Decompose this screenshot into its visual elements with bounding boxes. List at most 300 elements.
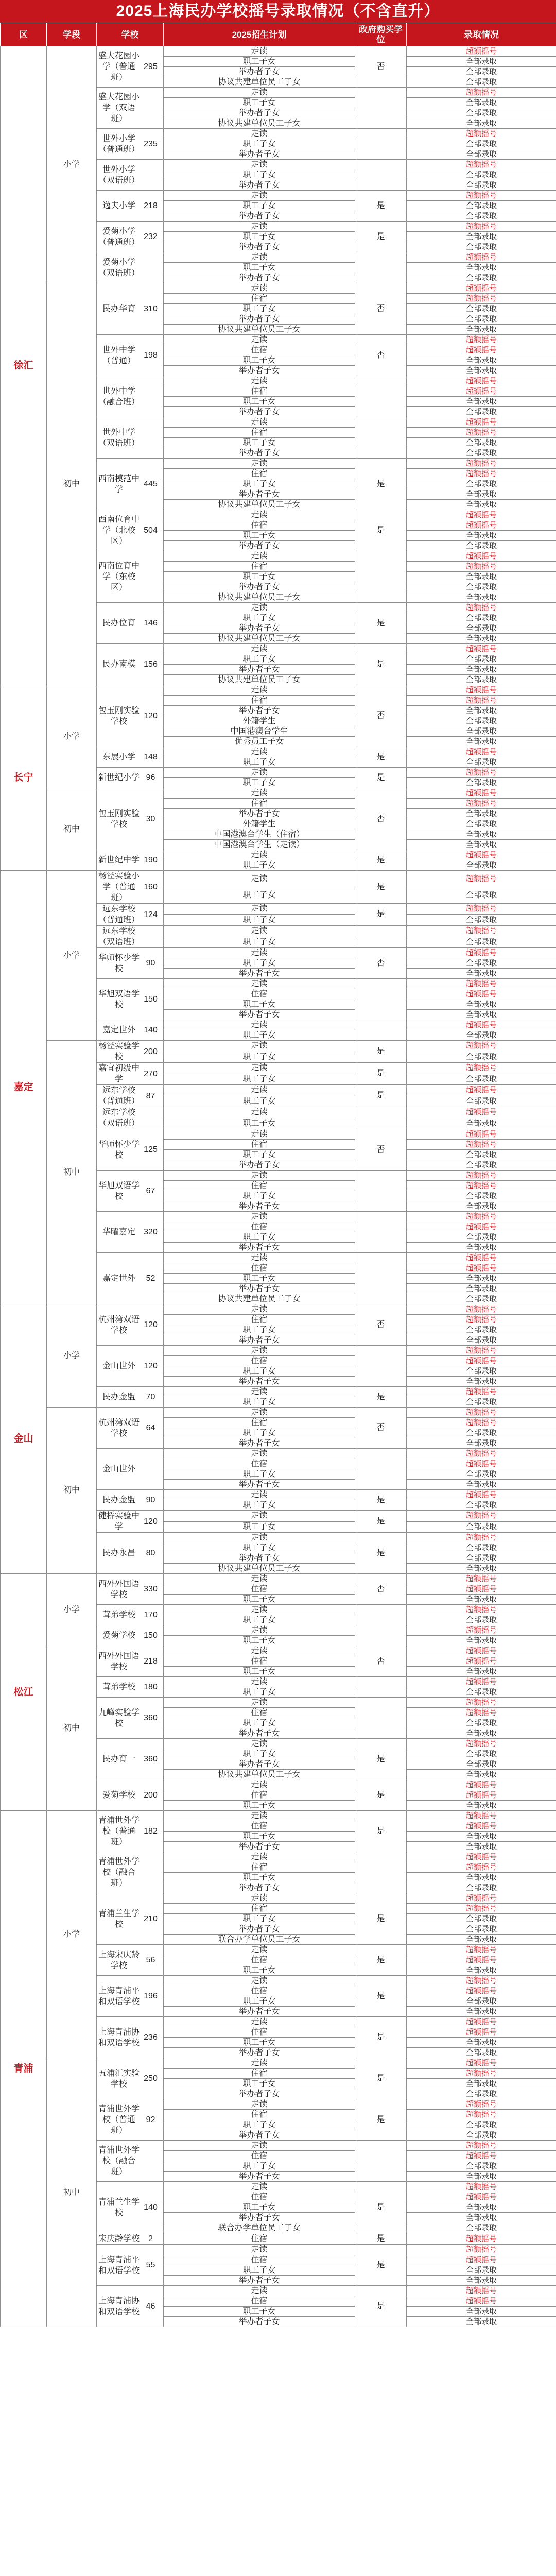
plan-count: 124 xyxy=(144,910,158,919)
school-name: 西南位育中学（北校区） xyxy=(98,515,140,546)
table-row xyxy=(1,2058,556,2069)
gov-purchase-cell: 是 xyxy=(355,2058,407,2099)
plan-category-cell: 职工子女 xyxy=(164,2265,355,2276)
school-name: 金山世外 xyxy=(102,1362,135,1370)
result-cell: 全部录取 xyxy=(407,1543,556,1553)
result-cell: 全部录取 xyxy=(407,2089,556,2099)
school-name: 金山世外 xyxy=(102,1465,135,1473)
result-cell: 超额摇号 xyxy=(407,1304,556,1315)
table-row xyxy=(1,1041,556,1052)
plan-count: 64 xyxy=(146,1423,155,1432)
school-name-cell xyxy=(97,1646,164,1677)
result-cell: 全部录取 xyxy=(407,1636,556,1646)
plan-category-cell: 举办者子女 xyxy=(164,665,355,675)
school-name: 西南模范中学 xyxy=(98,474,140,494)
result-cell: 全部录取 xyxy=(407,1377,556,1387)
plan-category-cell: 住宿 xyxy=(164,469,355,479)
plan-count: 295 xyxy=(144,62,158,71)
plan-category-cell: 中国港澳台学生（住宿） xyxy=(164,829,355,840)
plan-count: 92 xyxy=(146,2115,155,2124)
school-name: 青浦兰生学校 xyxy=(98,2197,140,2217)
school-name-cell xyxy=(97,1852,164,1893)
result-cell: 全部录取 xyxy=(407,67,556,77)
result-cell: 全部录取 xyxy=(407,211,556,222)
plan-category-cell: 住宿 xyxy=(164,1356,355,1366)
plan-category-cell: 职工子女 xyxy=(164,1397,355,1408)
plan-category-cell: 住宿 xyxy=(164,1790,355,1801)
school-name-cell xyxy=(97,850,164,871)
plan-category-cell: 走读 xyxy=(164,1408,355,1418)
result-cell: 全部录取 xyxy=(407,355,556,366)
plan-category-cell: 协议共建单位员工子女 xyxy=(164,592,355,603)
plan-category-cell: 举办者子女 xyxy=(164,2317,355,2327)
result-cell: 超额摇号 xyxy=(407,1574,556,1584)
school-name-cell xyxy=(97,2182,164,2233)
plan-category-cell: 走读 xyxy=(164,1811,355,1821)
school-name-cell xyxy=(97,1107,164,1129)
plan-count: 96 xyxy=(146,773,155,782)
gov-purchase-cell: 是 xyxy=(355,191,407,222)
result-cell: 全部录取 xyxy=(407,325,556,335)
result-cell: 全部录取 xyxy=(407,840,556,850)
plan-count: 504 xyxy=(144,526,158,535)
school-name: 爱菊小学（普通班） xyxy=(98,227,140,247)
gov-purchase-cell xyxy=(355,979,407,1020)
gov-purchase-cell: 是 xyxy=(355,1976,407,2017)
result-cell: 全部录取 xyxy=(407,448,556,459)
result-cell: 超额摇号 xyxy=(407,644,556,654)
plan-category-cell: 职工子女 xyxy=(164,57,355,67)
school-name: 上海青浦平和双语学校 xyxy=(98,1986,140,2006)
plan-category-cell: 举办者子女 xyxy=(164,1553,355,1564)
school-name-cell xyxy=(97,2058,164,2099)
result-cell: 超额摇号 xyxy=(407,926,556,937)
result-cell: 全部录取 xyxy=(407,1687,556,1698)
result-cell: 全部录取 xyxy=(407,592,556,603)
result-cell: 全部录取 xyxy=(407,1965,556,1976)
plan-category-cell: 职工子女 xyxy=(164,1996,355,2007)
school-name-cell xyxy=(97,1976,164,2017)
result-cell: 超额摇号 xyxy=(407,1852,556,1862)
result-cell: 全部录取 xyxy=(407,2172,556,2182)
plan-count: 445 xyxy=(144,480,158,488)
header-district: 区 xyxy=(1,23,47,46)
school-name-cell xyxy=(97,1253,164,1304)
result-cell: 超额摇号 xyxy=(407,768,556,778)
plan-category-cell: 职工子女 xyxy=(164,1096,355,1107)
result-cell: 超额摇号 xyxy=(407,428,556,438)
result-cell: 超额摇号 xyxy=(407,2286,556,2296)
plan-count: 90 xyxy=(146,959,155,968)
plan-category-cell: 走读 xyxy=(164,1780,355,1790)
plan-category-cell: 举办者子女 xyxy=(164,407,355,417)
plan-category-cell: 举办者子女 xyxy=(164,2089,355,2099)
plan-category-cell: 举办者子女 xyxy=(164,108,355,118)
plan-category-cell: 职工子女 xyxy=(164,1366,355,1377)
plan-category-cell: 职工子女 xyxy=(164,1914,355,1924)
plan-category-cell: 举办者子女 xyxy=(164,314,355,325)
result-cell: 全部录取 xyxy=(407,1232,556,1243)
plan-category-cell: 举办者子女 xyxy=(164,2007,355,2017)
plan-category-cell: 职工子女 xyxy=(164,572,355,582)
result-cell: 超额摇号 xyxy=(407,1584,556,1595)
plan-count: 148 xyxy=(144,753,158,761)
gov-purchase-cell: 是 xyxy=(355,1490,407,1511)
school-name: 东展小学 xyxy=(102,753,135,761)
plan-category-cell: 举办者子女 xyxy=(164,2213,355,2223)
result-cell: 全部录取 xyxy=(407,937,556,948)
result-cell: 全部录取 xyxy=(407,1564,556,1574)
gov-purchase-cell: 是 xyxy=(355,1811,407,1852)
plan-category-cell: 职工子女 xyxy=(164,1428,355,1438)
plan-category-cell: 职工子女 xyxy=(164,1636,355,1646)
gov-purchase-cell: 否 xyxy=(355,1646,407,1677)
plan-category-cell: 职工子女 xyxy=(164,1718,355,1728)
result-cell: 全部录取 xyxy=(407,118,556,129)
school-name: 华旭双语学校 xyxy=(98,989,140,1009)
plan-category-cell: 职工子女 xyxy=(164,887,355,904)
school-name-cell xyxy=(97,46,164,88)
plan-category-cell: 职工子女 xyxy=(164,355,355,366)
school-name-cell xyxy=(97,510,164,551)
plan-category-cell: 走读 xyxy=(164,1976,355,1986)
table-row xyxy=(1,685,556,696)
plan-category-cell: 职工子女 xyxy=(164,2307,355,2317)
plan-category-cell: 举办者子女 xyxy=(164,2130,355,2141)
result-cell: 全部录取 xyxy=(407,1595,556,1605)
school-name: 世外中学（普通） xyxy=(102,345,135,365)
school-name-cell xyxy=(97,1811,164,1852)
result-cell: 全部录取 xyxy=(407,1284,556,1294)
table-row xyxy=(1,1646,556,1656)
result-cell: 超额摇号 xyxy=(407,1862,556,1873)
stage-cell: 小学 xyxy=(47,685,97,788)
school-name-cell xyxy=(97,551,164,603)
school-name: 宋庆龄学校 xyxy=(98,2234,140,2243)
result-cell: 全部录取 xyxy=(407,1883,556,1893)
result-cell: 全部录取 xyxy=(407,572,556,582)
gov-purchase-cell xyxy=(355,1171,407,1212)
district-cell: 松江 xyxy=(1,1574,47,1811)
plan-category-cell: 举办者子女 xyxy=(164,706,355,716)
header-result: 录取情况 xyxy=(407,23,556,46)
result-cell: 全部录取 xyxy=(407,819,556,829)
plan-category-cell: 外籍学生 xyxy=(164,819,355,829)
plan-count: 90 xyxy=(146,1496,155,1504)
result-cell: 超额摇号 xyxy=(407,1511,556,1522)
plan-category-cell: 举办者子女 xyxy=(164,180,355,191)
plan-category-cell: 举办者子女 xyxy=(164,211,355,222)
result-cell: 全部录取 xyxy=(407,1428,556,1438)
gov-purchase-cell: 是 xyxy=(355,1533,407,1574)
result-cell: 全部录取 xyxy=(407,1615,556,1625)
result-cell: 全部录取 xyxy=(407,958,556,969)
stage-cell: 小学 xyxy=(47,1304,97,1408)
gov-purchase-cell xyxy=(355,1698,407,1739)
result-cell: 全部录取 xyxy=(407,304,556,314)
result-cell: 超额摇号 xyxy=(407,2017,556,2027)
plan-count: 140 xyxy=(144,1026,158,1035)
plan-count: 236 xyxy=(144,2033,158,2042)
school-name: 茸弟学校 xyxy=(102,1683,135,1691)
result-cell: 超额摇号 xyxy=(407,459,556,469)
result-cell: 超额摇号 xyxy=(407,1904,556,1914)
school-name: 远东学校（双语班） xyxy=(98,927,140,946)
plan-count: 200 xyxy=(144,1791,158,1800)
plan-category-cell: 职工子女 xyxy=(164,937,355,948)
result-cell: 超额摇号 xyxy=(407,1625,556,1636)
school-name: 上海青浦协和双语学校 xyxy=(98,2027,140,2047)
school-name: 上海青浦平和双语学校 xyxy=(98,2255,140,2275)
plan-category-cell: 走读 xyxy=(164,2245,355,2255)
school-name: 华师怀少学校 xyxy=(98,953,140,973)
school-name: 嘉定世外 xyxy=(102,1274,135,1283)
plan-category-cell: 走读 xyxy=(164,1304,355,1315)
plan-category-cell: 职工子女 xyxy=(164,1543,355,1553)
plan-category-cell: 住宿 xyxy=(164,799,355,809)
school-name-cell xyxy=(97,788,164,850)
result-cell: 超额摇号 xyxy=(407,2110,556,2120)
plan-count: 150 xyxy=(144,1631,158,1640)
admission-table xyxy=(0,23,556,2327)
plan-count: 170 xyxy=(144,1611,158,1619)
plan-category-cell: 走读 xyxy=(164,2017,355,2027)
plan-category-cell: 举办者子女 xyxy=(164,149,355,160)
school-name-cell xyxy=(97,1739,164,1780)
result-cell: 超额摇号 xyxy=(407,345,556,355)
plan-category-cell: 职工子女 xyxy=(164,2038,355,2048)
result-cell: 超额摇号 xyxy=(407,386,556,397)
plan-category-cell: 举办者子女 xyxy=(164,1480,355,1490)
result-cell: 超额摇号 xyxy=(407,191,556,201)
plan-category-cell: 举办者子女 xyxy=(164,448,355,459)
school-name-cell xyxy=(97,222,164,252)
school-name-cell xyxy=(97,376,164,417)
plan-category-cell: 走读 xyxy=(164,1387,355,1397)
plan-category-cell: 职工子女 xyxy=(164,1191,355,1201)
result-cell: 全部录取 xyxy=(407,232,556,242)
gov-purchase-cell: 是 xyxy=(355,459,407,510)
plan-category-cell: 职工子女 xyxy=(164,1118,355,1129)
plan-category-cell: 协议共建单位员工子女 xyxy=(164,500,355,510)
table-row xyxy=(1,1304,556,1315)
gov-purchase-cell: 是 xyxy=(355,2245,407,2286)
result-cell: 全部录取 xyxy=(407,1801,556,1811)
result-cell: 超额摇号 xyxy=(407,1811,556,1821)
gov-purchase-cell: 否 xyxy=(355,46,407,88)
result-cell: 超额摇号 xyxy=(407,222,556,232)
stage-cell: 小学 xyxy=(47,1574,97,1646)
result-cell: 超额摇号 xyxy=(407,1212,556,1222)
result-cell: 超额摇号 xyxy=(407,685,556,696)
result-cell: 全部录取 xyxy=(407,2223,556,2233)
result-cell: 超额摇号 xyxy=(407,979,556,989)
result-cell: 超额摇号 xyxy=(407,283,556,294)
plan-category-cell: 举办者子女 xyxy=(164,1010,355,1020)
school-name-cell xyxy=(97,1511,164,1533)
result-cell: 全部录取 xyxy=(407,242,556,252)
plan-category-cell: 职工子女 xyxy=(164,98,355,108)
gov-purchase-cell: 否 xyxy=(355,788,407,850)
result-cell: 全部录取 xyxy=(407,969,556,979)
result-cell: 全部录取 xyxy=(407,149,556,160)
plan-category-cell: 职工子女 xyxy=(164,1469,355,1480)
school-name-cell xyxy=(97,283,164,335)
school-name-cell xyxy=(97,871,164,904)
result-cell: 全部录取 xyxy=(407,2307,556,2317)
result-cell: 超额摇号 xyxy=(407,904,556,915)
plan-category-cell: 协议共建单位员工子女 xyxy=(164,634,355,644)
plan-category-cell: 举办者子女 xyxy=(164,2172,355,2182)
result-cell: 全部录取 xyxy=(407,1366,556,1377)
gov-purchase-cell: 否 xyxy=(355,1304,407,1346)
plan-count: 56 xyxy=(146,1956,155,1964)
school-name: 民办华育 xyxy=(102,304,135,313)
plan-category-cell: 走读 xyxy=(164,2182,355,2192)
school-name-cell xyxy=(97,926,164,948)
table-row xyxy=(1,1811,556,1821)
result-cell: 全部录取 xyxy=(407,737,556,747)
gov-purchase-cell: 是 xyxy=(355,747,407,768)
plan-category-cell: 举办者子女 xyxy=(164,1438,355,1449)
plan-category-cell: 职工子女 xyxy=(164,1749,355,1759)
result-cell: 全部录取 xyxy=(407,887,556,904)
school-name-cell xyxy=(97,2099,164,2141)
school-name-cell xyxy=(97,335,164,376)
plan-count: 180 xyxy=(144,1683,158,1691)
gov-purchase-cell: 是 xyxy=(355,1387,407,1408)
plan-category-cell: 住宿 xyxy=(164,2110,355,2120)
plan-category-cell: 举办者子女 xyxy=(164,582,355,592)
result-cell: 全部录取 xyxy=(407,1759,556,1770)
school-name: 爱菊学校 xyxy=(102,1631,135,1640)
result-cell: 超额摇号 xyxy=(407,1041,556,1052)
plan-category-cell: 走读 xyxy=(164,1085,355,1096)
result-cell: 全部录取 xyxy=(407,613,556,623)
plan-category-cell: 职工子女 xyxy=(164,1325,355,1335)
plan-category-cell: 职工子女 xyxy=(164,999,355,1010)
result-cell: 超额摇号 xyxy=(407,2255,556,2265)
result-cell: 全部录取 xyxy=(407,623,556,634)
gov-purchase-cell: 是 xyxy=(355,904,407,926)
result-cell: 全部录取 xyxy=(407,829,556,840)
plan-category-cell: 职工子女 xyxy=(164,1832,355,1842)
plan-category-cell: 联合办学单位员工子女 xyxy=(164,2223,355,2233)
school-name-cell xyxy=(97,191,164,222)
plan-category-cell: 住宿 xyxy=(164,1584,355,1595)
plan-category-cell: 住宿 xyxy=(164,1904,355,1914)
school-name-cell xyxy=(97,2233,164,2245)
result-cell: 全部录取 xyxy=(407,2317,556,2327)
plan-count: 120 xyxy=(144,711,158,720)
result-cell: 超额摇号 xyxy=(407,1085,556,1096)
result-cell: 超额摇号 xyxy=(407,1677,556,1687)
result-cell: 超额摇号 xyxy=(407,1605,556,1615)
plan-category-cell: 走读 xyxy=(164,252,355,263)
plan-count: 200 xyxy=(144,1047,158,1056)
result-cell: 超额摇号 xyxy=(407,871,556,887)
plan-category-cell: 住宿 xyxy=(164,2192,355,2202)
result-cell: 全部录取 xyxy=(407,1469,556,1480)
school-name-cell xyxy=(97,1129,164,1171)
stage-cell: 初中 xyxy=(47,2058,97,2327)
plan-category-cell: 住宿 xyxy=(164,1459,355,1469)
gov-purchase-cell: 是 xyxy=(355,1739,407,1780)
school-name: 西外外国语学校 xyxy=(98,1651,140,1671)
plan-category-cell: 走读 xyxy=(164,1063,355,1074)
result-cell: 超额摇号 xyxy=(407,376,556,386)
result-cell: 全部录取 xyxy=(407,2265,556,2276)
result-cell: 全部录取 xyxy=(407,407,556,417)
school-name-cell xyxy=(97,644,164,685)
result-cell: 全部录取 xyxy=(407,438,556,448)
plan-count: 70 xyxy=(146,1393,155,1401)
school-name: 嘉定世外 xyxy=(102,1026,135,1035)
gov-purchase-cell xyxy=(355,1346,407,1387)
plan-count: 218 xyxy=(144,1657,158,1666)
gov-purchase-cell: 是 xyxy=(355,2182,407,2233)
gov-purchase-cell: 是 xyxy=(355,2017,407,2058)
plan-count: 146 xyxy=(144,619,158,628)
plan-category-cell: 协议共建单位员工子女 xyxy=(164,1564,355,1574)
plan-category-cell: 举办者子女 xyxy=(164,541,355,551)
plan-category-cell: 优秀员工子女 xyxy=(164,737,355,747)
school-name: 华曜嘉定 xyxy=(102,1228,135,1236)
result-cell: 全部录取 xyxy=(407,2202,556,2213)
stage-cell: 小学 xyxy=(47,871,97,1041)
result-cell: 超额摇号 xyxy=(407,2141,556,2151)
plan-count: 125 xyxy=(144,1145,158,1154)
result-cell: 全部录取 xyxy=(407,201,556,211)
school-name: 世外中学（双语班） xyxy=(98,428,140,448)
plan-category-cell: 职工子女 xyxy=(164,1873,355,1883)
result-cell: 全部录取 xyxy=(407,1191,556,1201)
plan-count: 120 xyxy=(144,1320,158,1329)
plan-category-cell: 职工子女 xyxy=(164,2079,355,2089)
result-cell: 全部录取 xyxy=(407,1397,556,1408)
school-name: 包玉刚实验学校 xyxy=(98,809,140,829)
result-cell: 超额摇号 xyxy=(407,1107,556,1118)
plan-category-cell: 住宿 xyxy=(164,1862,355,1873)
result-cell: 全部录取 xyxy=(407,57,556,67)
plan-category-cell: 住宿 xyxy=(164,1821,355,1832)
plan-count: 160 xyxy=(144,883,158,891)
plan-category-cell: 举办者子女 xyxy=(164,1335,355,1346)
result-cell: 全部录取 xyxy=(407,1150,556,1160)
school-name-cell xyxy=(97,160,164,191)
plan-category-cell: 走读 xyxy=(164,1020,355,1030)
plan-category-cell: 走读 xyxy=(164,46,355,57)
plan-category-cell: 协议共建单位员工子女 xyxy=(164,1770,355,1780)
plan-category-cell: 住宿 xyxy=(164,989,355,999)
result-cell: 全部录取 xyxy=(407,108,556,118)
plan-category-cell: 走读 xyxy=(164,1346,355,1356)
school-name-cell xyxy=(97,768,164,788)
result-cell: 超额摇号 xyxy=(407,2245,556,2255)
plan-category-cell: 职工子女 xyxy=(164,2161,355,2172)
school-name: 青浦世外学校（融合班） xyxy=(98,2146,140,2176)
result-cell: 超额摇号 xyxy=(407,1063,556,1074)
school-name: 民办永昌 xyxy=(102,1549,135,1557)
result-cell: 超额摇号 xyxy=(407,160,556,170)
plan-category-cell: 走读 xyxy=(164,1253,355,1263)
header-plan: 2025招生计划 xyxy=(164,23,355,46)
result-cell: 超额摇号 xyxy=(407,510,556,520)
plan-category-cell: 住宿 xyxy=(164,1263,355,1274)
plan-category-cell: 职工子女 xyxy=(164,397,355,407)
plan-category-cell: 走读 xyxy=(164,747,355,757)
result-cell: 超额摇号 xyxy=(407,129,556,139)
